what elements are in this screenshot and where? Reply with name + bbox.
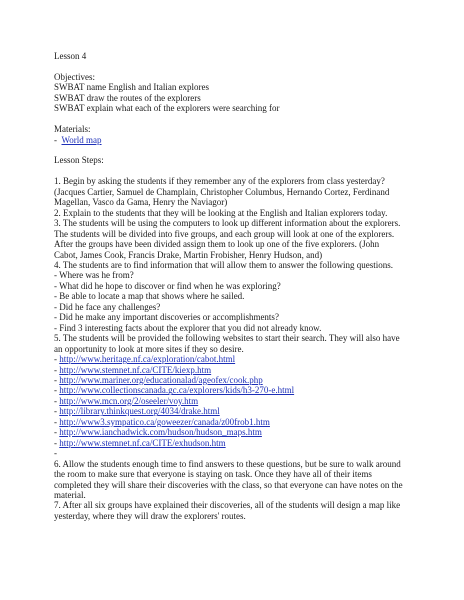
lesson-document bbox=[54, 51, 449, 521]
step-3-line: Cabot, James Cook, Francis Drake, Martin Frobisher, Henry Hudson, and) bbox=[54, 249, 323, 260]
list-bullet: - bbox=[54, 134, 57, 145]
website-list-item bbox=[54, 365, 449, 375]
list-bullet: - bbox=[54, 427, 57, 438]
website-link-cabot[interactable]: http://www.heritage.nf.ca/exploration/cabot.html bbox=[59, 354, 236, 365]
website-list-item bbox=[54, 417, 449, 427]
objective-item: SWBAT draw the routes of the explorers bbox=[54, 92, 201, 103]
website-list-item bbox=[54, 438, 449, 448]
website-link-exhudson[interactable]: http://www.stemnet.nf.ca/CITE/exhudson.htm bbox=[59, 437, 226, 448]
step-7-line: yesterday, where they will draw the explorers' routes. bbox=[54, 510, 246, 521]
website-list-item bbox=[54, 406, 449, 416]
lesson-title: Lesson 4 bbox=[54, 51, 87, 61]
website-list-item bbox=[54, 396, 449, 406]
materials-item bbox=[54, 135, 449, 145]
step-5-line: an opportunity to look at more sites if they so desire. bbox=[54, 343, 244, 354]
list-bullet: - bbox=[54, 406, 57, 417]
website-link-cook[interactable]: http://www.mariner.org/educationalad/ageofex/cook.php bbox=[59, 374, 263, 385]
objective-item: SWBAT explain what each of the explorers were searching for bbox=[54, 103, 280, 114]
step-6-line: completed they will share their discoveries with the class, so that everyone can have notes on the bbox=[54, 479, 403, 490]
objectives-heading: Objectives: bbox=[54, 71, 95, 82]
step-6-line: the room to make sure that everyone is staying on task. Once they have all of their items bbox=[54, 469, 372, 480]
question-item: - Where was he from? bbox=[54, 270, 134, 281]
website-list-item bbox=[54, 375, 449, 385]
materials-heading: Materials: bbox=[54, 124, 91, 135]
step-2-line: 2. Explain to the students that they will be looking at the English and Italian explorers today. bbox=[54, 207, 388, 218]
step-3-line: After the groups have been divided assign them to look up one of the five explorers. (John bbox=[54, 239, 380, 250]
website-link-kiexp[interactable]: http://www.stemnet.nf.ca/CITE/kiexp.htm bbox=[59, 364, 212, 375]
list-bullet: - bbox=[54, 437, 57, 448]
list-bullet: - bbox=[54, 416, 57, 427]
website-link-frobisher[interactable]: http://www3.sympatico.ca/goweezer/canada/z00frob1.htm bbox=[59, 416, 270, 427]
question-item: - Be able to locate a map that shows where he sailed. bbox=[54, 291, 245, 302]
question-item: - Did he face any challenges? bbox=[54, 301, 161, 312]
step-3-line: 3. The students will be using the computers to look up different information about the explorers. bbox=[54, 218, 401, 229]
website-link-drake[interactable]: http://library.thinkquest.org/4034/drake.html bbox=[59, 406, 220, 417]
empty-list-item: - bbox=[54, 448, 57, 459]
list-bullet: - bbox=[54, 364, 57, 375]
website-list-item bbox=[54, 385, 449, 395]
list-bullet: - bbox=[54, 395, 57, 406]
list-bullet: - bbox=[54, 354, 57, 365]
step-1-line: 1. Begin by asking the students if they remember any of the explorers from class yesterday? bbox=[54, 176, 385, 187]
question-item: - Find 3 interesting facts about the explorer that you did not already know. bbox=[54, 322, 322, 333]
step-5-line: 5. The students will be provided the following websites to start their search. They will also have bbox=[54, 333, 400, 344]
step-3-line: The students will be divided into five groups, and each group will look at one of the explorers. bbox=[54, 228, 395, 239]
website-list-item bbox=[54, 427, 449, 437]
step-6-line: 6. Allow the students enough time to find answers to these questions, but be sure to walk around bbox=[54, 458, 401, 469]
list-bullet: - bbox=[54, 385, 57, 396]
lesson-steps-heading: Lesson Steps: bbox=[54, 155, 104, 166]
objective-item: SWBAT name English and Italian explores bbox=[54, 82, 210, 93]
step-1-line: Magellan, Vasco da Gama, Henry the Naviagor) bbox=[54, 197, 228, 208]
website-link-mcn[interactable]: http://www.mcn.org/2/oseeler/voy.htm bbox=[59, 395, 199, 406]
question-item: - What did he hope to discover or find when he was exploring? bbox=[54, 280, 281, 291]
step-4-line: 4. The students are to find information that will allow them to answer the following questions. bbox=[54, 260, 394, 270]
website-link-collectionscanada[interactable]: http://www.collectionscanada.gc.ca/explorers/kids/h3-270-e.html bbox=[59, 385, 295, 396]
question-item: - Did he make any important discoveries or accomplishments? bbox=[54, 312, 279, 323]
website-list-item bbox=[54, 354, 449, 364]
step-6-line: material. bbox=[54, 489, 86, 500]
world-map-link[interactable]: World map bbox=[61, 134, 102, 145]
website-link-hudson-maps[interactable]: http://www.ianchadwick.com/hudson/hudson_maps.htm bbox=[59, 427, 262, 438]
list-bullet: - bbox=[54, 374, 57, 385]
step-7-line: 7. After all six groups have explained their discoveries, all of the students will design a map like bbox=[54, 500, 401, 511]
step-1-line: (Jacques Cartier, Samuel de Champlain, Christopher Columbus, Hernando Cortez, Ferdinand bbox=[54, 186, 390, 197]
